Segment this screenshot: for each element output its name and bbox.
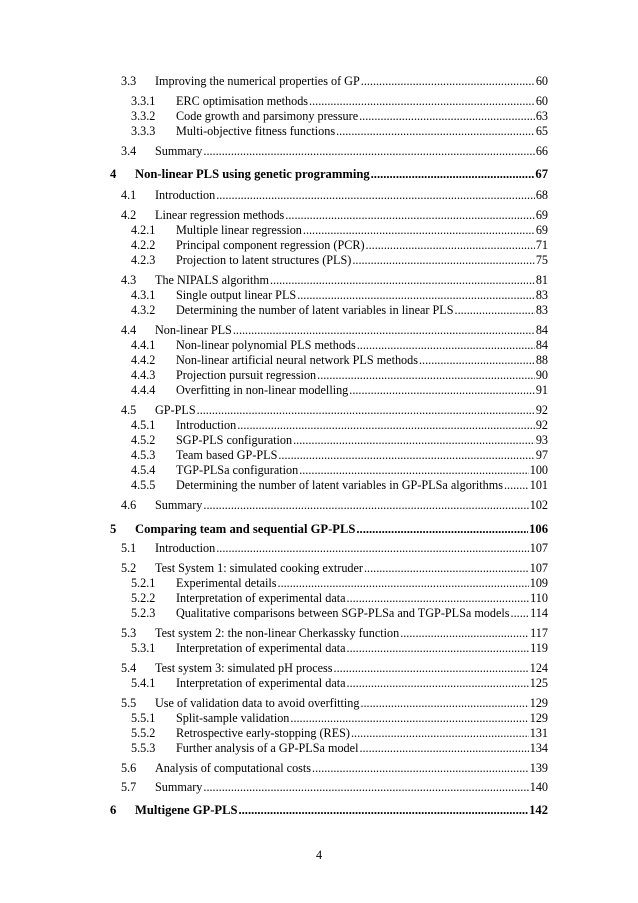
toc-entry-page: 100 (529, 463, 548, 477)
dot-leader (285, 208, 535, 222)
toc-chapter-entry (110, 803, 548, 817)
dot-leader (455, 303, 535, 317)
toc-entry-title: Introduction (176, 418, 237, 432)
toc-entry-page: 65 (535, 124, 548, 138)
toc-entry-page: 124 (529, 661, 548, 675)
toc-entry-title: Interpretation of experimental data (176, 591, 346, 605)
toc-entry-number: 6 (110, 803, 117, 817)
toc-entry-page: 69 (535, 208, 548, 222)
toc-entry-page: 117 (530, 626, 548, 640)
toc-entry-number: 4.2.1 (131, 223, 156, 237)
toc-entry-page: 125 (529, 676, 548, 690)
toc-section-entry (121, 323, 548, 337)
toc-entry-title: Single output linear PLS (176, 288, 297, 302)
toc-entry-number: 4.5.4 (131, 463, 156, 477)
dot-leader (334, 661, 529, 675)
toc-entry-title: Experimental details (176, 576, 277, 590)
toc-entry-number: 4.5.3 (131, 448, 156, 462)
toc-entry-number: 4.3 (121, 273, 137, 287)
dot-leader (312, 761, 529, 775)
toc-entry-number: 5.2.2 (131, 591, 156, 605)
dot-leader (359, 741, 528, 755)
toc-entry-title: Non-linear artificial neural network PLS methods (176, 353, 418, 367)
toc-entry-title: Further analysis of a GP-PLSa model (176, 741, 359, 755)
dot-leader (336, 124, 535, 138)
dot-leader (351, 726, 529, 740)
dot-leader (278, 448, 534, 462)
toc-entry-number: 5.2 (121, 561, 137, 575)
dot-leader (303, 223, 535, 237)
toc-entry-page: 101 (529, 478, 548, 492)
toc-entry-page: 60 (535, 94, 548, 108)
toc-section-entry (121, 498, 548, 512)
toc-entry-title: Determining the number of latent variables in linear PLS (176, 303, 454, 317)
toc-entry-number: 5.5 (121, 696, 137, 710)
toc-entry-number: 3.3 (121, 74, 137, 88)
toc-subsection-entry (131, 448, 548, 462)
toc-entry-title: Retrospective early-stopping (RES) (176, 726, 350, 740)
toc-entry-title: Improving the numerical properties of GP (155, 74, 360, 88)
dot-leader (237, 418, 535, 432)
toc-entry-title: Determining the number of latent variables in GP-PLSa algorithms (176, 478, 503, 492)
toc-entry-number: 5.1 (121, 541, 137, 555)
toc-entry-number: 4.5.2 (131, 433, 156, 447)
toc-entry-page: 83 (535, 288, 548, 302)
toc-entry-title: Summary (155, 144, 203, 158)
dot-leader (361, 74, 535, 88)
dot-leader (233, 323, 535, 337)
toc-entry-title: Principal component regression (PCR) (176, 238, 365, 252)
toc-subsection-entry (131, 433, 548, 447)
toc-entry-title: Multi-objective fitness functions (176, 124, 336, 138)
toc-subsection-entry (131, 676, 548, 690)
toc-entry-page: 134 (529, 741, 548, 755)
toc-entry-number: 3.4 (121, 144, 137, 158)
toc-entry-title: Non-linear PLS using genetic programming (135, 167, 370, 181)
dot-leader (299, 463, 529, 477)
toc-section-entry (121, 780, 548, 794)
toc-section-entry (121, 696, 548, 710)
toc-subsection-entry (131, 238, 548, 252)
dot-leader (366, 238, 535, 252)
toc-entry-number: 5.2.3 (131, 606, 156, 620)
toc-entry-number: 4.5.1 (131, 418, 156, 432)
toc-entry-number: 4.5.5 (131, 478, 156, 492)
toc-entry-number: 4.4.3 (131, 368, 156, 382)
toc-entry-page: 110 (530, 591, 548, 605)
dot-leader (347, 591, 530, 605)
toc-section-entry (121, 74, 548, 88)
toc-entry-number: 4.4.4 (131, 383, 156, 397)
toc-entry-title: Split-sample validation (176, 711, 290, 725)
toc-entry-title: Multiple linear regression (176, 223, 302, 237)
dot-leader (359, 109, 535, 123)
toc-entry-title: Comparing team and sequential GP-PLS (135, 522, 356, 536)
toc-entry-title: Team based GP-PLS (176, 448, 278, 462)
toc-entry-page: 107 (529, 561, 548, 575)
toc-section-entry (121, 541, 548, 555)
toc-entry-title: The NIPALS algorithm (155, 273, 269, 287)
toc-entry-number: 5.3.1 (131, 641, 156, 655)
toc-entry-title: Code growth and parsimony pressure (176, 109, 359, 123)
toc-section-entry (121, 403, 548, 417)
toc-entry-page: 90 (535, 368, 548, 382)
toc-section-entry (121, 661, 548, 675)
toc-entry-page: 71 (535, 238, 548, 252)
toc-entry-title: Projection to latent structures (PLS) (176, 253, 352, 267)
toc-subsection-entry (131, 606, 548, 620)
toc-section-entry (121, 761, 548, 775)
toc-entry-page: 93 (535, 433, 548, 447)
toc-entry-page: 102 (529, 498, 548, 512)
toc-entry-title: Analysis of computational costs (155, 761, 312, 775)
toc-entry-number: 4.6 (121, 498, 137, 512)
toc-entry-page: 140 (529, 780, 548, 794)
toc-entry-page: 107 (529, 541, 548, 555)
toc-entry-title: Interpretation of experimental data (176, 676, 346, 690)
toc-entry-number: 3.3.2 (131, 109, 156, 123)
toc-entry-number: 3.3.3 (131, 124, 156, 138)
toc-entry-page: 68 (535, 188, 548, 202)
toc-subsection-entry (131, 288, 548, 302)
toc-section-entry (121, 626, 548, 640)
toc-entry-page: 84 (535, 338, 548, 352)
toc-subsection-entry (131, 353, 548, 367)
toc-entry-number: 3.3.1 (131, 94, 156, 108)
toc-subsection-entry (131, 711, 548, 725)
toc-entry-number: 4.2.3 (131, 253, 156, 267)
toc-entry-title: Test System 1: simulated cooking extruder (155, 561, 363, 575)
toc-entry-title: Introduction (155, 541, 216, 555)
toc-entry-title: Summary (155, 780, 203, 794)
toc-entry-title: Interpretation of experimental data (176, 641, 346, 655)
toc-entry-number: 4.3.2 (131, 303, 156, 317)
dot-leader (364, 561, 529, 575)
toc-subsection-entry (131, 303, 548, 317)
dot-leader (197, 403, 535, 417)
dot-leader (352, 253, 534, 267)
toc-subsection-entry (131, 124, 548, 138)
toc-entry-title: Summary (155, 498, 203, 512)
toc-entry-title: Multigene GP-PLS (135, 803, 238, 817)
toc-entry-page: 109 (529, 576, 548, 590)
toc-entry-title: Introduction (155, 188, 216, 202)
toc-section-entry (121, 144, 548, 158)
dot-leader (356, 522, 528, 536)
toc-entry-number: 5 (110, 522, 117, 536)
dot-leader (203, 780, 528, 794)
toc-subsection-entry (131, 94, 548, 108)
toc-entry-page: 88 (535, 353, 548, 367)
toc-entry-number: 5.7 (121, 780, 137, 794)
dot-leader (278, 576, 529, 590)
dot-leader (371, 167, 535, 181)
toc-entry-page: 63 (535, 109, 548, 123)
toc-subsection-entry (131, 368, 548, 382)
toc-entry-page: 60 (535, 74, 548, 88)
toc-entry-title: GP-PLS (155, 403, 196, 417)
dot-leader (297, 288, 535, 302)
dot-leader (347, 641, 530, 655)
dot-leader (317, 368, 535, 382)
toc-entry-page: 75 (535, 253, 548, 267)
toc-entry-number: 4.4.2 (131, 353, 156, 367)
dot-leader (360, 696, 528, 710)
toc-section-entry (121, 273, 548, 287)
toc-entry-title: SGP-PLS configuration (176, 433, 293, 447)
toc-entry-number: 5.4 (121, 661, 137, 675)
toc-entry-title: TGP-PLSa configuration (176, 463, 299, 477)
dot-leader (309, 94, 535, 108)
toc-section-entry (121, 208, 548, 222)
toc-subsection-entry (131, 109, 548, 123)
toc-entry-number: 4.4.1 (131, 338, 156, 352)
toc-entry-title: Test system 2: the non-linear Cherkassky function (155, 626, 400, 640)
dot-leader (504, 478, 529, 492)
toc-entry-number: 5.5.3 (131, 741, 156, 755)
toc-entry-page: 106 (529, 522, 548, 536)
dot-leader (419, 353, 535, 367)
toc-subsection-entry (131, 253, 548, 267)
toc-entry-page: 129 (529, 711, 548, 725)
toc-entry-title: Non-linear polynomial PLS methods (176, 338, 356, 352)
toc-entry-number: 5.4.1 (131, 676, 156, 690)
toc-entry-number: 4 (110, 167, 117, 181)
toc-entry-page: 129 (529, 696, 548, 710)
toc-entry-page: 66 (535, 144, 548, 158)
dot-leader (511, 606, 530, 620)
toc-entry-title: Projection pursuit regression (176, 368, 317, 382)
toc-chapter-entry (110, 522, 548, 536)
toc-entry-title: Test system 3: simulated pH process (155, 661, 333, 675)
toc-entry-page: 83 (535, 303, 548, 317)
toc-subsection-entry (131, 726, 548, 740)
toc-entry-title: Use of validation data to avoid overfitting (155, 696, 360, 710)
toc-chapter-entry (110, 167, 548, 181)
dot-leader (216, 541, 528, 555)
dot-leader (357, 338, 535, 352)
toc-entry-number: 5.6 (121, 761, 137, 775)
toc-subsection-entry (131, 741, 548, 755)
toc-entry-title: Linear regression methods (155, 208, 285, 222)
dot-leader (347, 676, 529, 690)
toc-entry-number: 4.4 (121, 323, 137, 337)
toc-entry-page: 92 (535, 403, 548, 417)
toc-entry-page: 97 (535, 448, 548, 462)
dot-leader (203, 144, 534, 158)
toc-entry-page: 81 (535, 273, 548, 287)
dot-leader (349, 383, 535, 397)
toc-subsection-entry (131, 641, 548, 655)
toc-entry-title: Non-linear PLS (155, 323, 232, 337)
toc-entry-page: 67 (535, 167, 548, 181)
toc-entry-page: 69 (535, 223, 548, 237)
toc-subsection-entry (131, 576, 548, 590)
toc-entry-number: 4.2.2 (131, 238, 156, 252)
toc-subsection-entry (131, 478, 548, 492)
toc-subsection-entry (131, 418, 548, 432)
toc-entry-page: 119 (530, 641, 548, 655)
toc-entry-number: 4.3.1 (131, 288, 156, 302)
toc-entry-page: 131 (529, 726, 548, 740)
toc-entry-title: ERC optimisation methods (176, 94, 309, 108)
toc-entry-title: Overfitting in non-linear modelling (176, 383, 349, 397)
toc-entry-number: 4.1 (121, 188, 137, 202)
toc-entry-title: Qualitative comparisons between SGP-PLSa and TGP-PLSa models (176, 606, 510, 620)
dot-leader (203, 498, 528, 512)
toc-entry-page: 139 (529, 761, 548, 775)
dot-leader (293, 433, 535, 447)
toc-subsection-entry (131, 383, 548, 397)
toc-entry-number: 5.5.1 (131, 711, 156, 725)
toc-entry-page: 84 (535, 323, 548, 337)
dot-leader (216, 188, 535, 202)
toc-subsection-entry (131, 591, 548, 605)
toc-section-entry (121, 561, 548, 575)
page-number: 4 (315, 848, 323, 862)
toc-entry-number: 4.2 (121, 208, 137, 222)
toc-section-entry (121, 188, 548, 202)
dot-leader (270, 273, 535, 287)
dot-leader (400, 626, 529, 640)
toc-entry-number: 5.5.2 (131, 726, 156, 740)
dot-leader (239, 803, 529, 817)
toc-subsection-entry (131, 338, 548, 352)
toc-entry-page: 142 (529, 803, 548, 817)
toc-entry-page: 92 (535, 418, 548, 432)
toc-entry-number: 5.2.1 (131, 576, 156, 590)
toc-subsection-entry (131, 463, 548, 477)
toc-subsection-entry (131, 223, 548, 237)
toc-entry-page: 114 (530, 606, 548, 620)
dot-leader (290, 711, 528, 725)
toc-entry-number: 4.5 (121, 403, 137, 417)
toc-entry-number: 5.3 (121, 626, 137, 640)
toc-entry-page: 91 (535, 383, 548, 397)
